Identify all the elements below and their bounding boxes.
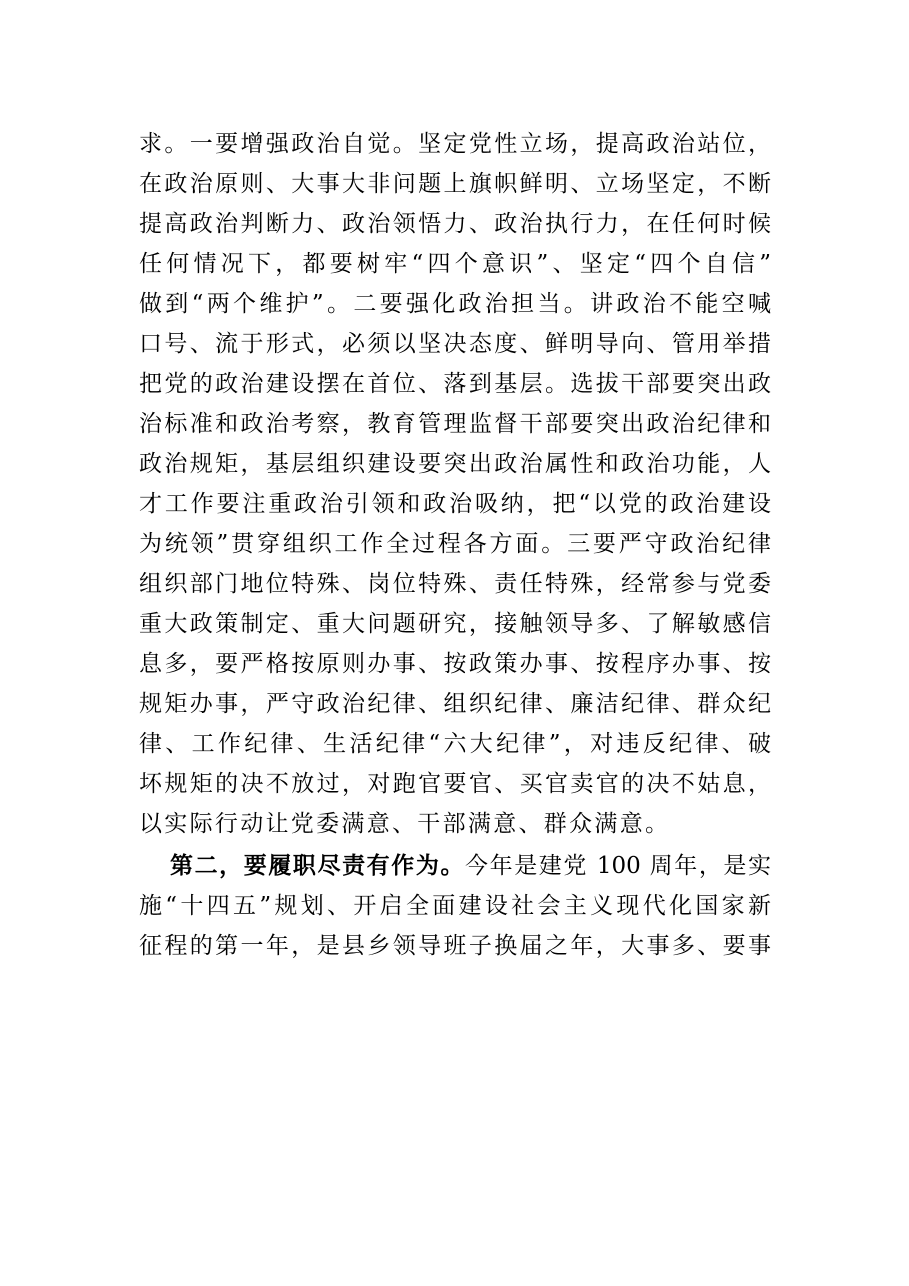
paragraph-line: 律、工作纪律、生活纪律“六大纪律”，对违反纪律、破 bbox=[139, 731, 771, 757]
paragraph-line: 口号、流于形式，必须以坚决态度、鲜明导向、管用举措 bbox=[139, 331, 771, 357]
paragraph-line: 组织部门地位特殊、岗位特殊、责任特殊，经常参与党委 bbox=[139, 571, 771, 597]
paragraph-line: 任何情况下，都要树牢“四个意识”、坚定“四个自信” bbox=[139, 251, 771, 277]
paragraph-line: 把党的政治建设摆在首位、落到基层。选拔干部要突出政 bbox=[139, 371, 771, 397]
paragraph-line: 政治规矩，基层组织建设要突出政治属性和政治功能，人 bbox=[139, 451, 771, 477]
paragraph-line: 息多，要严格按原则办事、按政策办事、按程序办事、按 bbox=[139, 651, 771, 677]
section-heading: 第二，要履职尽责有作为。 bbox=[170, 852, 466, 879]
paragraph-line: 求。一要增强政治自觉。坚定党性立场，提高政治站位， bbox=[139, 131, 771, 157]
paragraph-line: 才工作要注重政治引领和政治吸纳，把“以党的政治建设 bbox=[139, 491, 771, 517]
paragraph-line: 重大政策制定、重大问题研究，接触领导多、了解敏感信 bbox=[139, 611, 771, 637]
paragraph-2-first-line bbox=[170, 846, 771, 886]
paragraph-line: 提高政治判断力、政治领悟力、政治执行力，在任何时候 bbox=[139, 211, 771, 237]
paragraph-line: 做到“两个维护”。二要强化政治担当。讲政治不能空喊 bbox=[139, 291, 771, 317]
paragraph-2-first-line-text: 今年是建党 100 周年，是实 bbox=[465, 853, 771, 879]
paragraph-line: 治标准和政治考察，教育管理监督干部要突出政治纪律和 bbox=[139, 411, 771, 437]
paragraph-line: 规矩办事，严守政治纪律、组织纪律、廉洁纪律、群众纪 bbox=[139, 691, 771, 717]
paragraph-line: 为统领”贯穿组织工作全过程各方面。三要严守政治纪律 bbox=[139, 531, 771, 557]
paragraph-line: 征程的第一年，是县乡领导班子换届之年，大事多、要事 bbox=[139, 933, 771, 959]
paragraph-line: 在政治原则、大事大非问题上旗帜鲜明、立场坚定，不断 bbox=[139, 171, 771, 197]
paragraph-line: 以实际行动让党委满意、干部满意、群众满意。 bbox=[139, 811, 671, 837]
paragraph-line: 施“十四五”规划、开启全面建设社会主义现代化国家新 bbox=[139, 893, 771, 919]
paragraph-line: 坏规矩的决不放过，对跑官要官、买官卖官的决不姑息， bbox=[139, 771, 771, 797]
